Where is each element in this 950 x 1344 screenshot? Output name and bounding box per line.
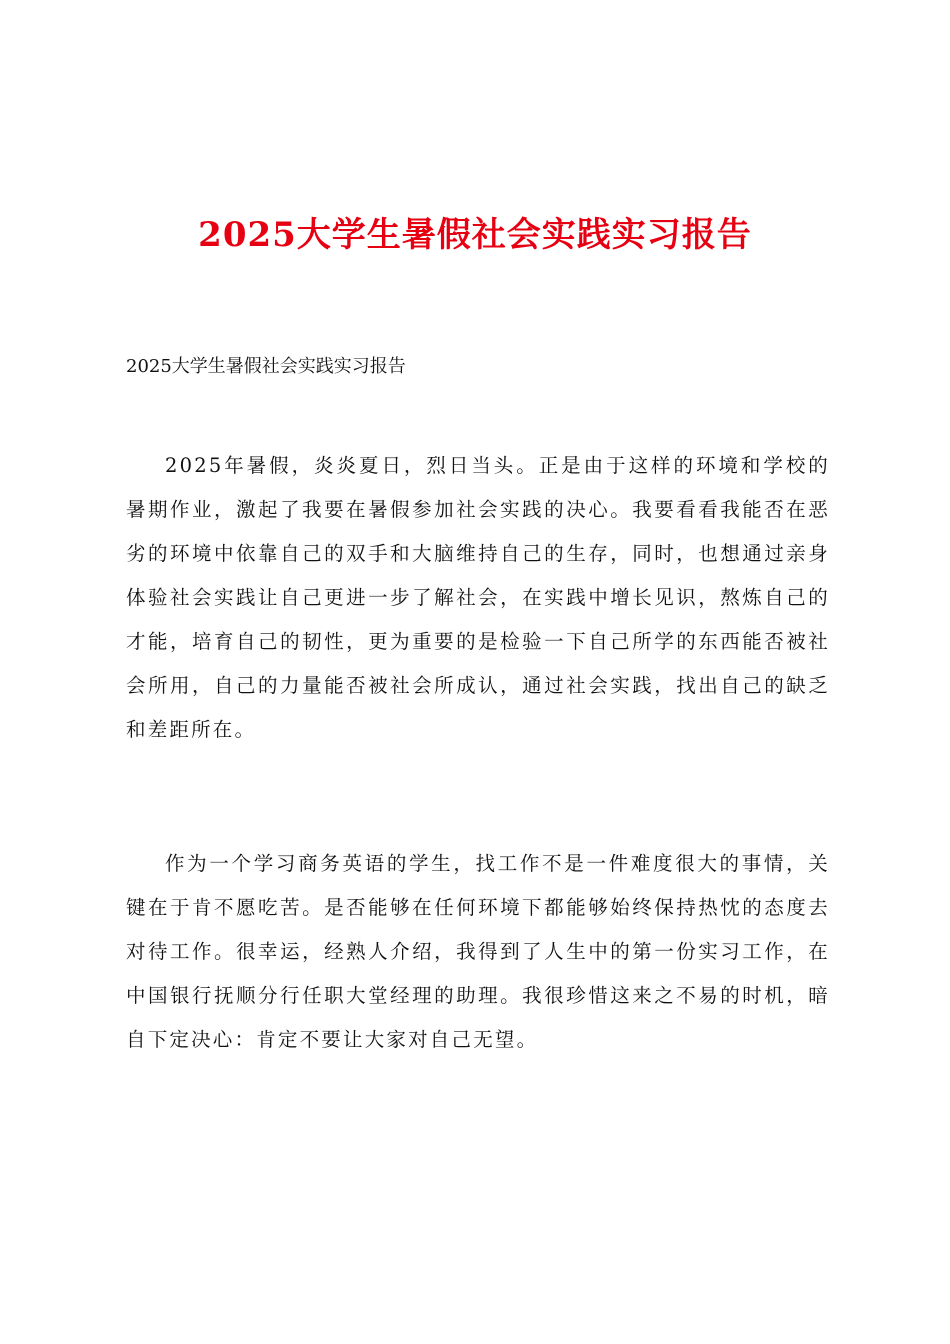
document-subtitle: 2025大学生暑假社会实践实习报告 [126, 356, 406, 377]
paragraph: 作为一个学习商务英语的学生，找工作不是一件难度很大的事情，关键在于肯不愿吃苦。是否能够在任何环境下都能够始终保持热忱的态度去对待工作。很幸运，经熟人介绍，我得到了人生中的第一份实习工作，在中国银行抚顺分行任职大堂经理的助理。我很珍惜这来之不易的时机，暗自下定决心：肯定不要让大家对自己无望。 [126, 852, 830, 1051]
document-title: 2025大学生暑假社会实践实习报告 [198, 215, 752, 255]
paragraph: 2025年暑假，炎炎夏日，烈日当头。正是由于这样的环境和学校的暑期作业，激起了我要在暑假参加社会实践的决心。我要看看我能否在恶劣的环境中依靠自己的双手和大脑维持自己的生存，同时，也想通过亲身体验社会实践让自己更进一步了解社会，在实践中增长见识，熬炼自己的才能，培育自己的韧性，更为重要的是检验一下自己所学的东西能否被社会所用，自己的力量能否被社会所成认，通过社会实践，找出自己的缺乏和差距所在。 [126, 454, 830, 741]
